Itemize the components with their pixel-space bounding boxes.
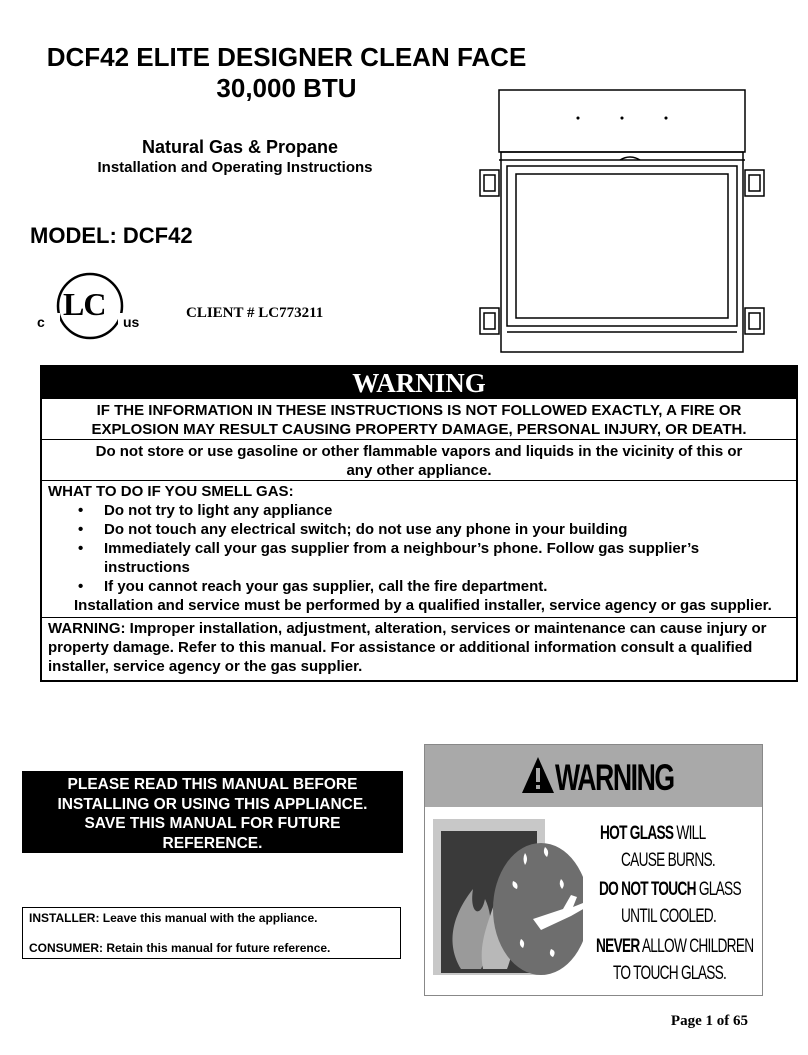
hot-glass-pictogram-icon bbox=[433, 819, 583, 979]
smell-gas-section bbox=[42, 480, 796, 617]
label-line-3: DO NOT TOUCH GLASS bbox=[599, 879, 741, 900]
installer-note bbox=[22, 907, 401, 959]
read-manual-line-1: PLEASE READ THIS MANUAL BEFORE bbox=[67, 776, 358, 793]
model-number: MODEL: DCF42 bbox=[30, 223, 193, 248]
warning-label-heading: WARNING bbox=[555, 757, 674, 798]
read-manual-line-3: SAVE THIS MANUAL FOR FUTURE bbox=[84, 815, 341, 832]
client-number: CLIENT # LC773211 bbox=[186, 305, 324, 321]
label-line-6: TO TOUCH GLASS. bbox=[613, 963, 727, 984]
warning-triangle-icon bbox=[521, 755, 555, 795]
label-line-2: CAUSE BURNS. bbox=[621, 850, 715, 871]
read-manual-notice bbox=[22, 771, 403, 853]
warning-storage-line-1: Do not store or use gasoline or other flammable vapors and liquids in the vicinity of this or bbox=[95, 443, 743, 460]
service-note: Installation and service must be performed by a qualified installer, service agency or gas supplier. bbox=[74, 597, 772, 614]
title-line-1: DCF42 ELITE DESIGNER CLEAN FACE bbox=[46, 42, 527, 72]
fireplace-drawing bbox=[470, 86, 770, 358]
cert-lc: LC bbox=[63, 286, 106, 322]
warning-heading: WARNING bbox=[42, 367, 796, 399]
fuel-type: Natural Gas & Propane bbox=[141, 137, 339, 157]
hot-glass-warning-label bbox=[424, 744, 763, 996]
read-manual-line-4: REFERENCE. bbox=[162, 834, 263, 852]
label-line-5: NEVER ALLOW CHILDREN bbox=[596, 936, 754, 957]
installer-line: INSTALLER: Leave this manual with the appliance. bbox=[29, 911, 318, 925]
certification-logo bbox=[34, 270, 149, 342]
cert-c: c bbox=[37, 314, 45, 330]
label-line-4: UNTIL COOLED. bbox=[621, 906, 717, 927]
smell-gas-heading: WHAT TO DO IF YOU SMELL GAS: bbox=[48, 483, 294, 500]
final-warning: WARNING: Improper installation, adjustment, alteration, services or maintenance can cause injury or property damage. Refer to this manual. For assistance or additional information consult a qualified installer, service agency or the gas supplier. bbox=[42, 617, 796, 680]
list-item: • Do not try to light any appliance bbox=[78, 501, 790, 520]
list-item: • Immediately call your gas supplier from a neighbour’s phone. Follow gas supplier’s instructions bbox=[78, 539, 790, 577]
warning-primary bbox=[42, 399, 796, 439]
label-line-1: HOT GLASS WILL bbox=[600, 823, 706, 844]
warning-primary-line-2: EXPLOSION MAY RESULT CAUSING PROPERTY DAMAGE, PERSONAL INJURY, OR DEATH. bbox=[91, 421, 747, 438]
list-item: • If you cannot reach your gas supplier, call the fire department. bbox=[78, 577, 790, 596]
warning-storage bbox=[42, 439, 796, 480]
fireplace-icon bbox=[470, 86, 770, 358]
manual-type: Installation and Operating Instructions bbox=[97, 159, 373, 176]
page-number: Page 1 of 65 bbox=[670, 1013, 748, 1029]
consumer-line: CONSUMER: Retain this manual for future reference. bbox=[29, 941, 331, 955]
warning-box bbox=[40, 365, 798, 682]
title-line-2: 30,000 BTU bbox=[216, 73, 357, 103]
warning-primary-line-1: IF THE INFORMATION IN THESE INSTRUCTIONS IS NOT FOLLOWED EXACTLY, A FIRE OR bbox=[96, 402, 742, 419]
read-manual-line-2: INSTALLING OR USING THIS APPLIANCE. bbox=[57, 795, 368, 813]
warning-label-header bbox=[425, 745, 762, 807]
warning-storage-line-2: any other appliance. bbox=[346, 462, 492, 479]
smell-gas-list bbox=[48, 501, 790, 596]
cert-us: us bbox=[123, 314, 140, 330]
list-item: • Do not touch any electrical switch; do not use any phone in your building bbox=[78, 520, 790, 539]
